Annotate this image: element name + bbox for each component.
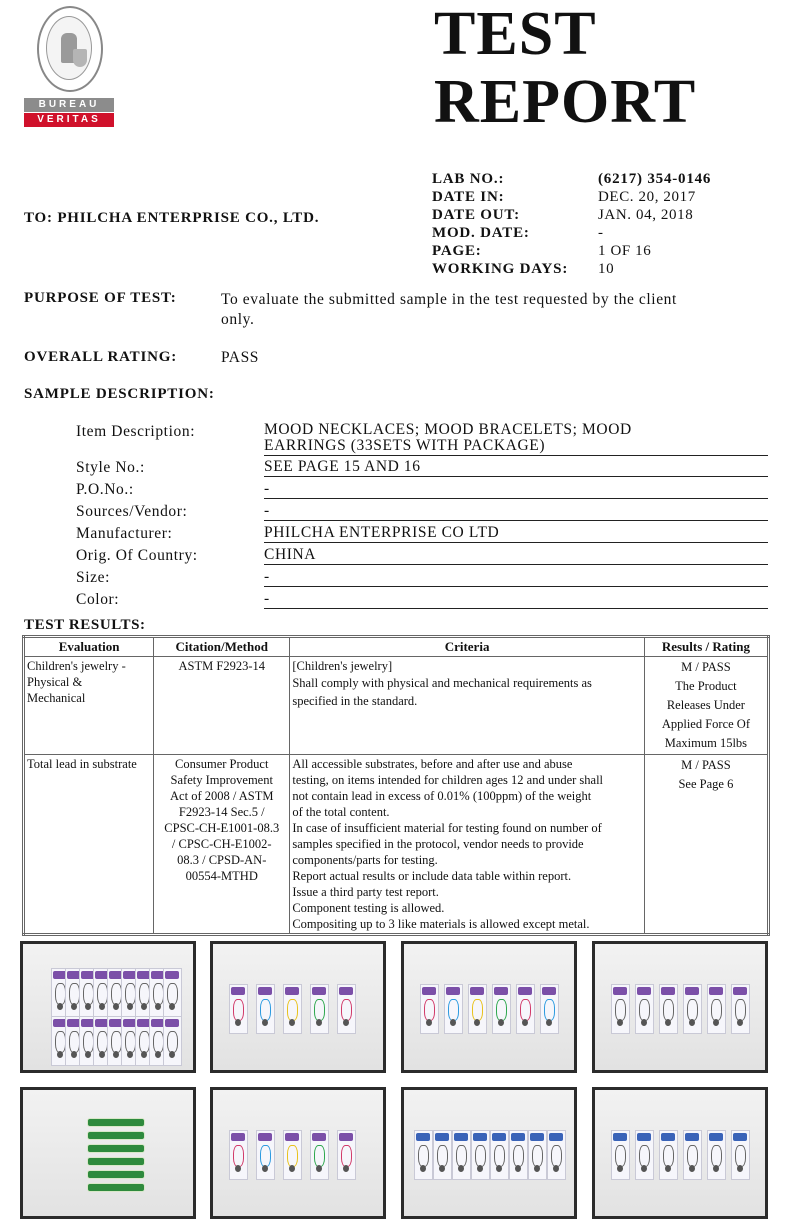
column-header: Evaluation (24, 637, 154, 657)
cell-line: testing, on items intended for children ages 12 and under shall (292, 773, 604, 787)
test-results-table (22, 635, 770, 936)
meta-value: DEC. 20, 2017 (598, 189, 696, 205)
cell-line: Consumer Product (175, 757, 269, 771)
evaluation-cell (24, 657, 154, 755)
meta-row (432, 206, 792, 224)
logo-text-bureau: BUREAU (24, 98, 114, 112)
desc-label: Item Description: (76, 423, 196, 440)
package-item (163, 1016, 182, 1066)
package-item (444, 984, 463, 1034)
cell-line: 08.3 / CPSD-AN- (177, 853, 267, 867)
seal-icon (37, 6, 103, 92)
meta-row (432, 188, 792, 206)
cell-line: specified in the standard. (292, 694, 418, 708)
evaluation-cell (24, 755, 154, 935)
bracelet-band (87, 1144, 145, 1153)
package-item (433, 1130, 452, 1180)
package-item (683, 984, 702, 1034)
cell-line: of the total content. (292, 805, 390, 819)
cell-line: In case of insufficient material for testing found on number of (292, 821, 602, 835)
sample-photo (210, 1087, 386, 1219)
package-item (490, 1130, 509, 1180)
cell-line: / CPSC-CH-E1002- (171, 837, 272, 851)
desc-row (76, 524, 768, 543)
purpose-label: PURPOSE OF TEST: (24, 290, 177, 306)
desc-row (76, 546, 768, 565)
test-results-title: TEST RESULTS: (24, 617, 146, 633)
package-item (229, 1130, 248, 1180)
cell-line: Children's jewelry - (27, 659, 126, 673)
sample-photo (401, 1087, 577, 1219)
package-item (547, 1130, 566, 1180)
cell-line: M / PASS (681, 758, 731, 772)
desc-value-line-2: EARRINGS (33SETS WITH PACKAGE) (264, 437, 546, 454)
desc-row (76, 458, 768, 477)
citation-cell (154, 657, 290, 755)
purpose-value (221, 290, 781, 330)
bracelet-band (87, 1183, 145, 1192)
result-cell (644, 657, 768, 755)
package-item (635, 1130, 654, 1180)
desc-value: - (264, 502, 768, 521)
sample-photo (592, 941, 768, 1073)
sample-photo (592, 1087, 768, 1219)
desc-value: - (264, 480, 768, 499)
package-item (163, 968, 182, 1018)
desc-value (264, 422, 768, 456)
sample-photo (401, 941, 577, 1073)
package-item (540, 984, 559, 1034)
package-item (337, 1130, 356, 1180)
package-item (509, 1130, 528, 1180)
cell-line: components/parts for testing. (292, 853, 438, 867)
cell-line: Maximum 15lbs (664, 736, 748, 750)
overall-rating-value: PASS (221, 349, 260, 366)
meta-value: 1 OF 16 (598, 243, 652, 259)
package-item (452, 1130, 471, 1180)
package-item (659, 984, 678, 1034)
meta-row (432, 224, 792, 242)
cell-line: not contain lead in excess of 0.01% (100ppm) of the weight (292, 789, 592, 803)
cell-line: Compositing up to 3 like materials is allowed except metal. (292, 917, 590, 931)
cell-line: See Page 6 (678, 777, 734, 791)
meta-value: JAN. 04, 2018 (598, 207, 694, 223)
cell-line: [Children's jewelry] (292, 659, 393, 673)
criteria-cell (290, 755, 644, 935)
purpose-line-1: To evaluate the submitted sample in the test requested by the client (221, 291, 677, 308)
desc-value: CHINA (264, 546, 768, 565)
column-header: Citation/Method (154, 637, 290, 657)
package-item (635, 984, 654, 1034)
report-title (434, 0, 696, 136)
desc-label: Style No.: (76, 459, 145, 476)
desc-row (76, 480, 768, 499)
package-item (528, 1130, 547, 1180)
package-item (420, 984, 439, 1034)
package-item (310, 1130, 329, 1180)
meta-label: DATE OUT: (432, 207, 520, 223)
meta-value: - (598, 225, 604, 241)
bracelet-band (87, 1157, 145, 1166)
cell-line: 00554-MTHD (185, 869, 258, 883)
desc-label: Size: (76, 569, 110, 586)
bracelet-band (87, 1170, 145, 1179)
recipient: TO: PHILCHA ENTERPRISE CO., LTD. (24, 210, 320, 226)
package-item (283, 984, 302, 1034)
cell-line: Physical & (27, 675, 83, 689)
sample-photo (210, 941, 386, 1073)
cell-line: Shall comply with physical and mechanical requirements as (292, 676, 592, 690)
cell-line: Issue a third party test report. (292, 885, 439, 899)
desc-row (76, 422, 768, 456)
overall-rating-label: OVERALL RATING: (24, 349, 177, 365)
desc-value-line-1: MOOD NECKLACES; MOOD BRACELETS; MOOD (264, 421, 632, 438)
package-item (731, 984, 750, 1034)
package-item (611, 1130, 630, 1180)
cell-line: Component testing is allowed. (292, 901, 445, 915)
sample-photo (20, 1087, 196, 1219)
citation-cell (154, 755, 290, 935)
package-item (611, 984, 630, 1034)
package-item (283, 1130, 302, 1180)
meta-label: WORKING DAYS: (432, 261, 569, 277)
meta-row (432, 170, 792, 188)
cell-line: ASTM F2923-14 (178, 659, 265, 673)
meta-label: PAGE: (432, 243, 482, 259)
table-row (24, 755, 769, 935)
desc-value: PHILCHA ENTERPRISE CO LTD (264, 524, 768, 543)
cell-line: M / PASS (681, 660, 731, 674)
desc-row (76, 590, 768, 609)
cell-line: Releases Under (666, 698, 745, 712)
bracelet-band (87, 1131, 145, 1140)
table-row (24, 657, 769, 755)
package-item (337, 984, 356, 1034)
desc-label: Orig. Of Country: (76, 547, 198, 564)
desc-value: - (264, 590, 768, 609)
report-meta (432, 170, 792, 278)
purpose-line-2: only. (221, 311, 255, 328)
package-item (468, 984, 487, 1034)
title-line-1: TEST (434, 0, 597, 68)
package-item (256, 984, 275, 1034)
package-item (310, 984, 329, 1034)
package-item (683, 1130, 702, 1180)
desc-label: Color: (76, 591, 120, 608)
meta-label: MOD. DATE: (432, 225, 530, 241)
desc-label: Manufacturer: (76, 525, 173, 542)
package-item (731, 1130, 750, 1180)
title-line-2: REPORT (434, 68, 697, 136)
package-item (256, 1130, 275, 1180)
meta-value: (6217) 354-0146 (598, 171, 712, 187)
criteria-cell (290, 657, 644, 755)
cell-line: Applied Force Of (661, 717, 750, 731)
meta-row (432, 260, 792, 278)
cell-line: CPSC-CH-E1001-08.3 (164, 821, 280, 835)
cell-line: F2923-14 Sec.5 / (178, 805, 265, 819)
cell-line: The Product (675, 679, 737, 693)
package-item (492, 984, 511, 1034)
sample-description-title: SAMPLE DESCRIPTION: (24, 386, 215, 402)
meta-value: 10 (598, 261, 615, 277)
column-header: Criteria (290, 637, 644, 657)
desc-value: SEE PAGE 15 AND 16 (264, 458, 768, 477)
cell-line: Report actual results or include data table within report. (292, 869, 572, 883)
meta-label: DATE IN: (432, 189, 505, 205)
bureau-veritas-logo (24, 6, 116, 124)
cell-line: Safety Improvement (170, 773, 273, 787)
bracelet-band (87, 1118, 145, 1127)
table-header-row (24, 637, 769, 657)
cell-line: samples specified in the protocol, vendor needs to provide (292, 837, 584, 851)
package-item (229, 984, 248, 1034)
sample-photo (20, 941, 196, 1073)
package-item (516, 984, 535, 1034)
column-header: Results / Rating (644, 637, 768, 657)
package-item (707, 984, 726, 1034)
package-item (659, 1130, 678, 1180)
package-item (414, 1130, 433, 1180)
package-item (471, 1130, 490, 1180)
logo-text-veritas: VERITAS (24, 113, 114, 127)
desc-value: - (264, 568, 768, 587)
result-cell (644, 755, 768, 935)
package-item (707, 1130, 726, 1180)
meta-row (432, 242, 792, 260)
cell-line: Act of 2008 / ASTM (170, 789, 274, 803)
cell-line: All accessible substrates, before and after use and abuse (292, 757, 573, 771)
desc-label: Sources/Vendor: (76, 503, 188, 520)
desc-label: P.O.No.: (76, 481, 134, 498)
desc-row (76, 568, 768, 587)
sample-description (76, 422, 768, 609)
cell-line: Mechanical (27, 691, 86, 705)
desc-row (76, 502, 768, 521)
meta-label: LAB NO.: (432, 171, 505, 187)
cell-line: Total lead in substrate (27, 757, 137, 771)
